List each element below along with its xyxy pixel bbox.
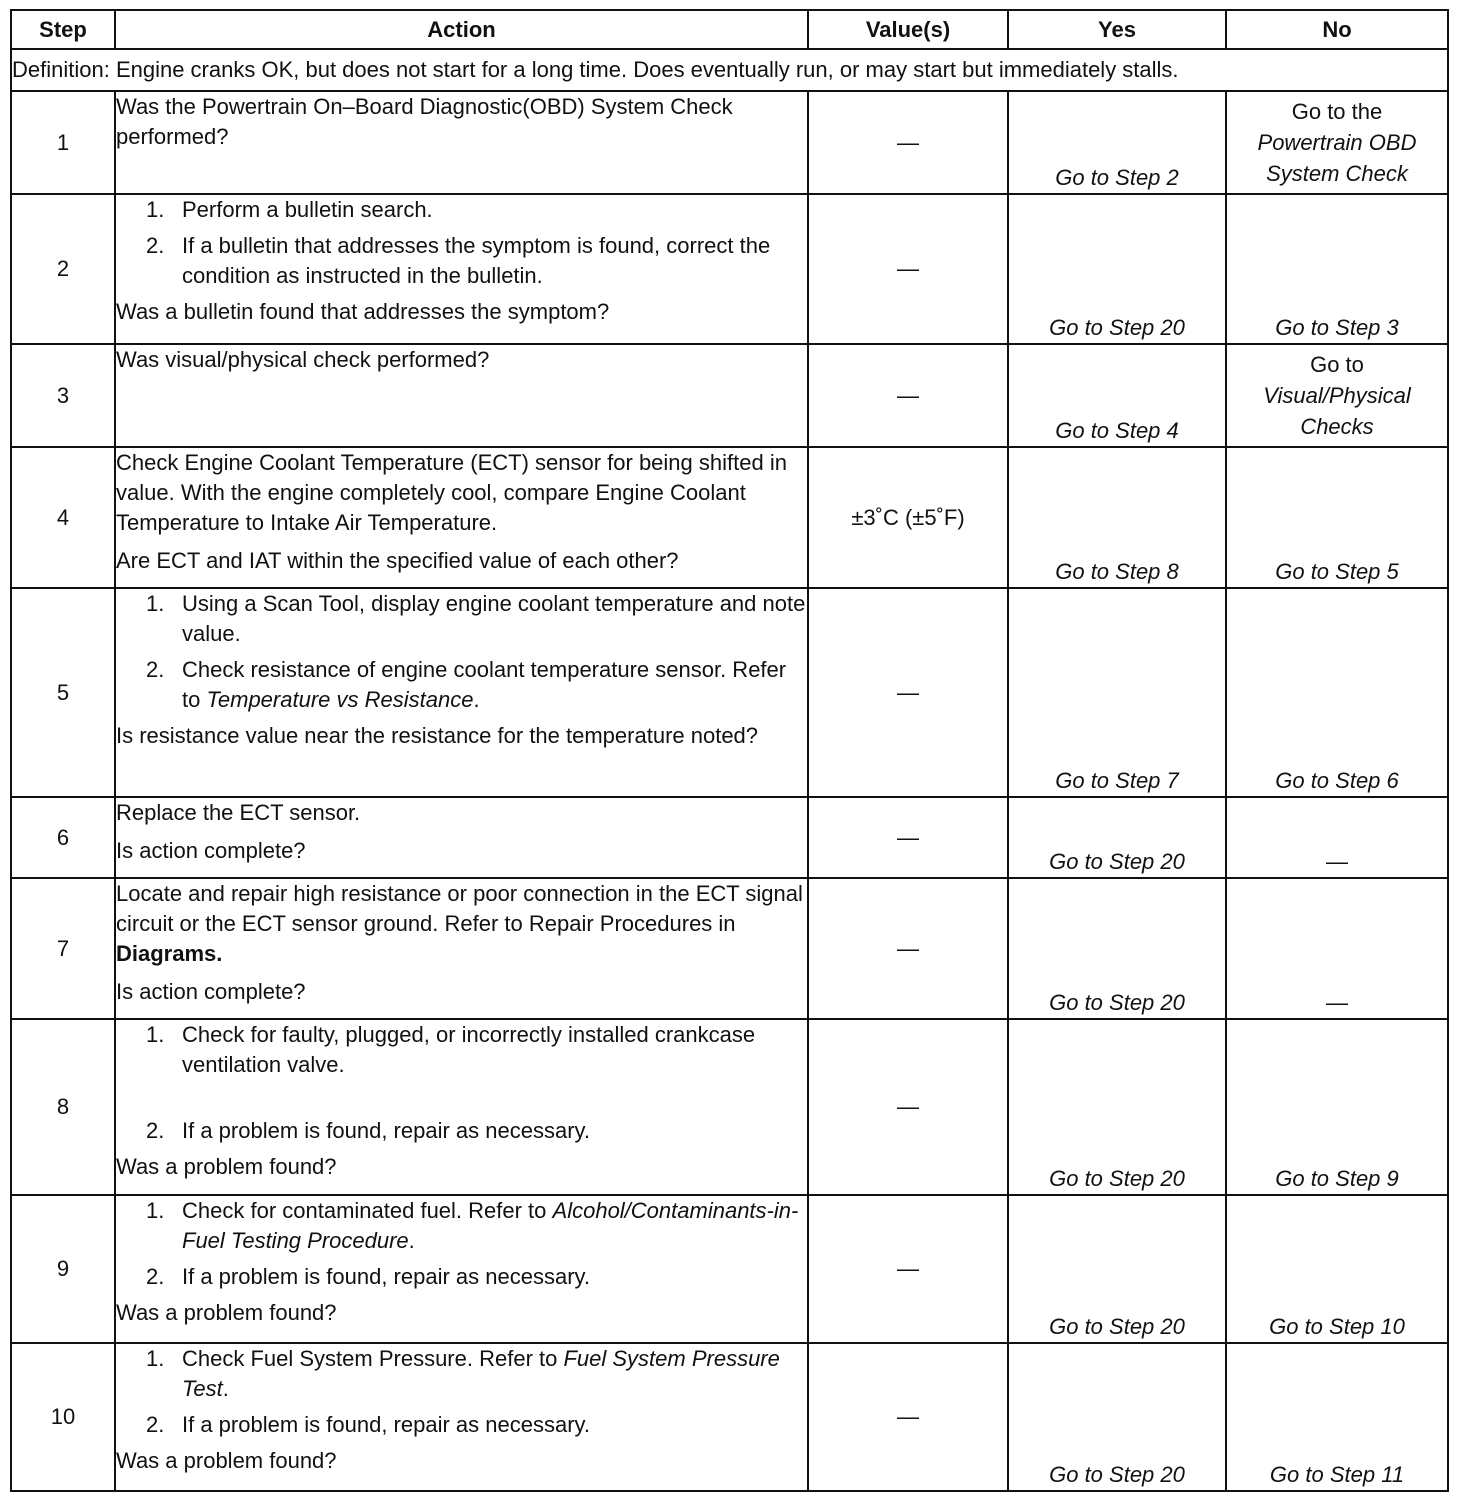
diagnostic-table — [10, 9, 1449, 1492]
action-cell — [115, 194, 808, 344]
list-text: Using a Scan Tool, display engine coolant temperature and note value. — [182, 591, 806, 646]
action-cell — [115, 1343, 808, 1491]
table-row — [11, 1195, 1448, 1343]
list-text: If a problem is found, repair as necessary. — [182, 1412, 591, 1437]
no-cell — [1226, 91, 1448, 194]
list-text: Check for contaminated fuel. Refer to — [182, 1198, 553, 1223]
list-number: 1. — [146, 591, 165, 616]
action-text: Was visual/physical check performed? — [116, 347, 490, 372]
definition-text: Definition: Engine cranks OK, but does not start for a long time. Does eventually run, or may start but immediately stalls. — [11, 49, 1448, 91]
action-question: Is action complete? — [116, 838, 306, 863]
yes-cell: Go to Step 20 — [1008, 194, 1226, 344]
list-item — [116, 195, 807, 225]
list-item — [116, 231, 807, 291]
list-item — [116, 1020, 807, 1080]
yes-cell: Go to Step 4 — [1008, 344, 1226, 447]
table-row — [11, 91, 1448, 194]
no-cell — [1226, 344, 1448, 447]
value-cell: — — [808, 588, 1008, 797]
yes-cell: Go to Step 20 — [1008, 1343, 1226, 1491]
action-cell — [115, 588, 808, 797]
list-number: 2. — [146, 657, 165, 682]
action-cell — [115, 878, 808, 1019]
list-text: If a bulletin that addresses the symptom is found, correct the condition as instructed in the bulletin. — [182, 233, 771, 288]
list-item — [116, 1410, 807, 1440]
no-cell: Go to Step 6 — [1226, 588, 1448, 797]
value-cell: — — [808, 1195, 1008, 1343]
list-item — [116, 655, 807, 715]
list-text: Check Fuel System Pressure. Refer to — [182, 1346, 564, 1371]
table-row — [11, 878, 1448, 1019]
no-prefix: Go to — [1310, 352, 1364, 377]
value-cell: — — [808, 878, 1008, 1019]
yes-cell: Go to Step 20 — [1008, 878, 1226, 1019]
header-yes: Yes — [1008, 10, 1226, 49]
reference-link[interactable]: Alcohol/Contaminants-in-Fuel Testing Procedure — [182, 1198, 799, 1253]
no-reference: Visual/Physical Checks — [1263, 383, 1411, 439]
list-text: Check resistance of engine coolant temperature sensor. Refer to — [182, 657, 787, 712]
action-cell — [115, 344, 808, 447]
action-cell — [115, 1195, 808, 1343]
yes-cell: Go to Step 20 — [1008, 1195, 1226, 1343]
no-cell: Go to Step 3 — [1226, 194, 1448, 344]
action-question: Was a problem found? — [116, 1448, 337, 1473]
spacer — [116, 1086, 807, 1116]
no-reference: Powertrain OBD System Check — [1257, 130, 1417, 186]
table-row — [11, 797, 1448, 878]
no-cell: Go to Step 11 — [1226, 1343, 1448, 1491]
value-cell: — — [808, 91, 1008, 194]
list-text-end: . — [222, 1376, 229, 1401]
list-item — [116, 1344, 807, 1404]
definition-row — [11, 49, 1448, 91]
value-cell: ±3˚C (±5˚F) — [808, 447, 1008, 588]
list-item — [116, 1196, 807, 1256]
action-cell — [115, 1019, 808, 1195]
step-number: 1 — [11, 91, 115, 194]
value-cell: — — [808, 344, 1008, 447]
no-prefix: Go to the — [1291, 99, 1383, 124]
step-number: 7 — [11, 878, 115, 1019]
list-text-end: . — [473, 687, 480, 712]
value-cell: — — [808, 797, 1008, 878]
list-number: 1. — [146, 1346, 165, 1371]
action-question: Was a problem found? — [116, 1300, 337, 1325]
list-text-end: . — [408, 1228, 415, 1253]
yes-cell: Go to Step 20 — [1008, 1019, 1226, 1195]
action-question: Are ECT and IAT within the specified value of each other? — [116, 548, 679, 573]
yes-cell: Go to Step 8 — [1008, 447, 1226, 588]
list-number: 1. — [146, 1022, 165, 1047]
action-cell — [115, 447, 808, 588]
list-item — [116, 589, 807, 649]
table-row — [11, 1019, 1448, 1195]
step-number: 2 — [11, 194, 115, 344]
table-row — [11, 344, 1448, 447]
action-question: Was a problem found? — [116, 1154, 337, 1179]
header-step: Step — [11, 10, 115, 49]
step-number: 9 — [11, 1195, 115, 1343]
step-number: 5 — [11, 588, 115, 797]
reference-link[interactable]: Fuel System Pressure Test — [182, 1346, 780, 1401]
value-cell: — — [808, 1343, 1008, 1491]
action-text: Replace the ECT sensor. — [116, 800, 361, 825]
action-text: Check Engine Coolant Temperature (ECT) sensor for being shifted in value. With the engine completely cool, compare Engine Coolant Temperature to Intake Air Temperature. — [116, 450, 787, 535]
step-number: 3 — [11, 344, 115, 447]
list-number: 2. — [146, 1412, 165, 1437]
action-question: Was a bulletin found that addresses the symptom? — [116, 299, 610, 324]
no-cell: Go to Step 9 — [1226, 1019, 1448, 1195]
value-cell: — — [808, 1019, 1008, 1195]
action-question: Is action complete? — [116, 979, 306, 1004]
list-number: 1. — [146, 1198, 165, 1223]
list-number: 2. — [146, 1264, 165, 1289]
table-row — [11, 194, 1448, 344]
no-cell: Go to Step 10 — [1226, 1195, 1448, 1343]
action-cell — [115, 91, 808, 194]
list-number: 2. — [146, 1118, 165, 1143]
table-row — [11, 1343, 1448, 1491]
step-number: 10 — [11, 1343, 115, 1491]
list-text: If a problem is found, repair as necessary. — [182, 1118, 591, 1143]
reference-link[interactable]: Temperature vs Resistance — [206, 687, 474, 712]
step-number: 6 — [11, 797, 115, 878]
value-cell: — — [808, 194, 1008, 344]
list-item — [116, 1116, 807, 1146]
no-cell: — — [1226, 797, 1448, 878]
step-number: 8 — [11, 1019, 115, 1195]
step-number: 4 — [11, 447, 115, 588]
list-item — [116, 1262, 807, 1292]
action-question: Is resistance value near the resistance for the temperature noted? — [116, 723, 759, 748]
list-text: Perform a bulletin search. — [182, 197, 433, 222]
yes-cell: Go to Step 7 — [1008, 588, 1226, 797]
table-row — [11, 588, 1448, 797]
yes-cell: Go to Step 2 — [1008, 91, 1226, 194]
header-no: No — [1226, 10, 1448, 49]
diagrams-reference[interactable]: Diagrams. — [116, 941, 223, 966]
list-text: If a problem is found, repair as necessary. — [182, 1264, 591, 1289]
header-row — [11, 10, 1448, 49]
list-number: 1. — [146, 197, 165, 222]
diagnostic-table-container — [10, 9, 1449, 1492]
yes-cell: Go to Step 20 — [1008, 797, 1226, 878]
action-text-block — [116, 879, 807, 969]
header-values: Value(s) — [808, 10, 1008, 49]
list-text: Check for faulty, plugged, or incorrectly installed crankcase ventilation valve. — [182, 1022, 756, 1077]
list-number: 2. — [146, 233, 165, 258]
table-row — [11, 447, 1448, 588]
action-cell — [115, 797, 808, 878]
action-text: Locate and repair high resistance or poor connection in the ECT signal circuit or the ECT sensor ground. Refer to Repair Procedures in — [116, 881, 803, 936]
no-cell: Go to Step 5 — [1226, 447, 1448, 588]
no-cell: — — [1226, 878, 1448, 1019]
action-text: Was the Powertrain On–Board Diagnostic(OBD) System Check performed? — [116, 94, 733, 149]
header-action: Action — [115, 10, 808, 49]
